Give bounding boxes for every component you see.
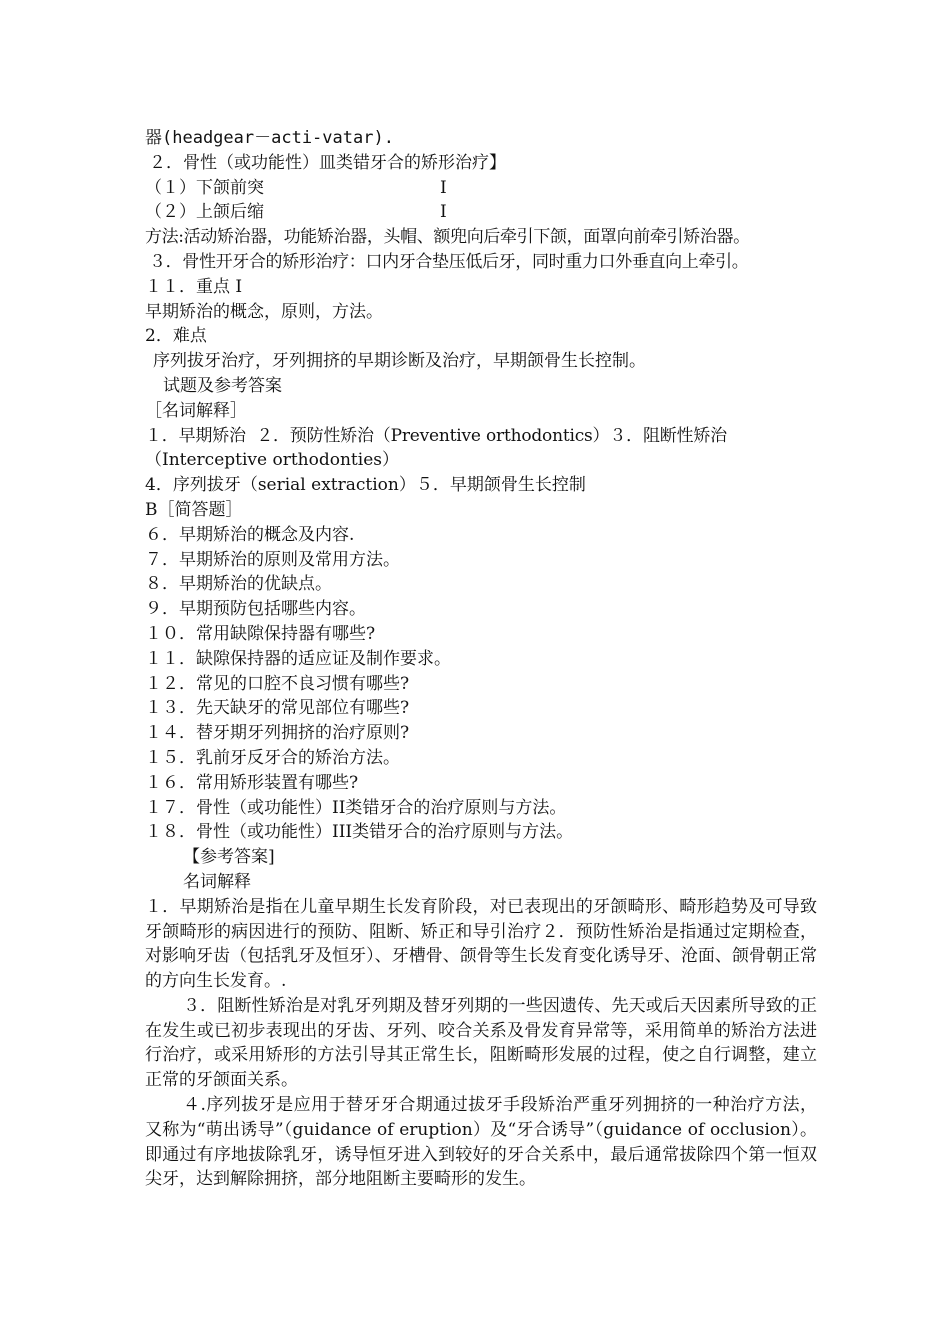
question-8: ８．早期矫治的优缺点。 <box>145 574 332 595</box>
question-11: １１．缺隙保持器的适应证及制作要求。 <box>145 648 451 669</box>
item-1-mark: I <box>440 177 447 198</box>
question-13: １３．先天缺牙的常见部位有哪些? <box>145 698 410 719</box>
question-6: ６．早期矫治的概念及内容. <box>145 524 355 545</box>
question-10: １０．常用缺隙保持器有哪些? <box>145 623 376 644</box>
line-difficulties-content: 序列拔牙治疗，牙列拥挤的早期诊断及治疗，早期颌骨生长控制。 <box>153 351 646 372</box>
question-15: １５．乳前牙反牙合的矫治方法。 <box>145 747 400 768</box>
line-answers-heading: 【参考答案] <box>183 847 275 868</box>
question-18: １８．骨性（或功能性）III类错牙合的治疗原则与方法。 <box>145 822 574 843</box>
line-item-2 <box>145 200 817 225</box>
line-section-3: ３．骨性开牙合的矫形治疗：口内牙合垫压低后牙，同时重力口外垂直向上牵引。 <box>149 251 749 272</box>
line-headgear: 器(headgear－acti-vatar). <box>145 128 394 148</box>
line-section-2-title: ２．骨性（或功能性）皿类错牙合的矫形治疗】 <box>149 152 506 173</box>
line-item-1 <box>145 176 817 201</box>
question-12: １２．常见的口腔不良习惯有哪些? <box>145 673 410 694</box>
question-17: １７．骨性（或功能性）II类错牙合的治疗原则与方法。 <box>145 797 567 818</box>
line-terms-1-3: １．早期矫治 ２．预防性矫治（Preventive orthodontics）３．阻断性矫治 <box>145 425 727 446</box>
line-terms-3-cont: （Interceptive orthodonties） <box>145 450 399 471</box>
question-16: １６．常用矫形装置有哪些? <box>145 772 359 793</box>
question-7: ７．早期矫治的原则及常用方法。 <box>145 549 400 570</box>
line-exam-heading: 试题及参考答案 <box>163 375 282 396</box>
question-14: １４．替牙期牙列拥挤的治疗原则? <box>145 723 410 744</box>
line-short-answer-heading: B［简答题］ <box>145 499 243 520</box>
question-9: ９．早期预防包括哪些内容。 <box>145 599 366 620</box>
answer-paragraph-3: ３．阻断性矫治是对乳牙列期及替牙列期的一些因遗传、先天或后天因素所导致的正在发生或已初步表现出的牙齿、牙列、咬合关系及骨发育异常等，采用简单的矫治方法进行治疗，或采用矫形的方法引导其正常生长，阻断畸形发展的过程，使之自行调整，建立正常的牙颌面关系。 <box>145 995 817 1091</box>
item-2-text: （２）上颌后缩 <box>145 202 264 223</box>
answer-paragraph-4: ４.序列拔牙是应用于替牙牙合期通过拔牙手段矫治严重牙列拥挤的一种治疗方法，又称为“萌出诱导”（guidance of eruption）及“牙合诱导”（guidance of occlusion）。即通过有序地拔除乳牙，诱导恒牙进入到较好的牙合关系中，最后通常拔除四个第一恒双尖牙，达到解除拥挤，部分地阻断主要畸形的发生。 <box>145 1095 817 1190</box>
answer-paragraph-1-2: １．早期矫治是指在儿童早期生长发育阶段，对已表现出的牙颌畸形、畸形趋势及可导致牙颌畸形的病因进行的预防、阻断、矫正和导引治疗２．预防性矫治是指通过定期检查，对影响牙齿（包括乳牙及恒牙）、牙槽骨、颌骨等生长发育变化诱导牙、沧面、颌骨朝正常的方向生长发育。. <box>145 896 817 992</box>
line-difficulties: 2．难点 <box>145 326 207 347</box>
item-1-text: （１）下颌前突 <box>145 177 264 198</box>
line-key-points-content: 早期矫治的概念，原则，方法。 <box>145 301 383 322</box>
line-terms-heading: ［名词解释］ <box>145 400 247 421</box>
item-2-mark: I <box>440 202 447 223</box>
line-key-points: １１．重点 I <box>145 276 243 297</box>
line-methods: 方法:活动矫治器，功能矫治器，头帽、额兜向后牵引下颌，面罩向前牵引矫治器。 <box>145 227 750 248</box>
document-body <box>145 126 817 1192</box>
line-terms-4-5: 4．序列拔牙（serial extraction）５．早期颌骨生长控制 <box>145 475 586 496</box>
line-terms-explanation-heading: 名词解释 <box>183 871 251 892</box>
